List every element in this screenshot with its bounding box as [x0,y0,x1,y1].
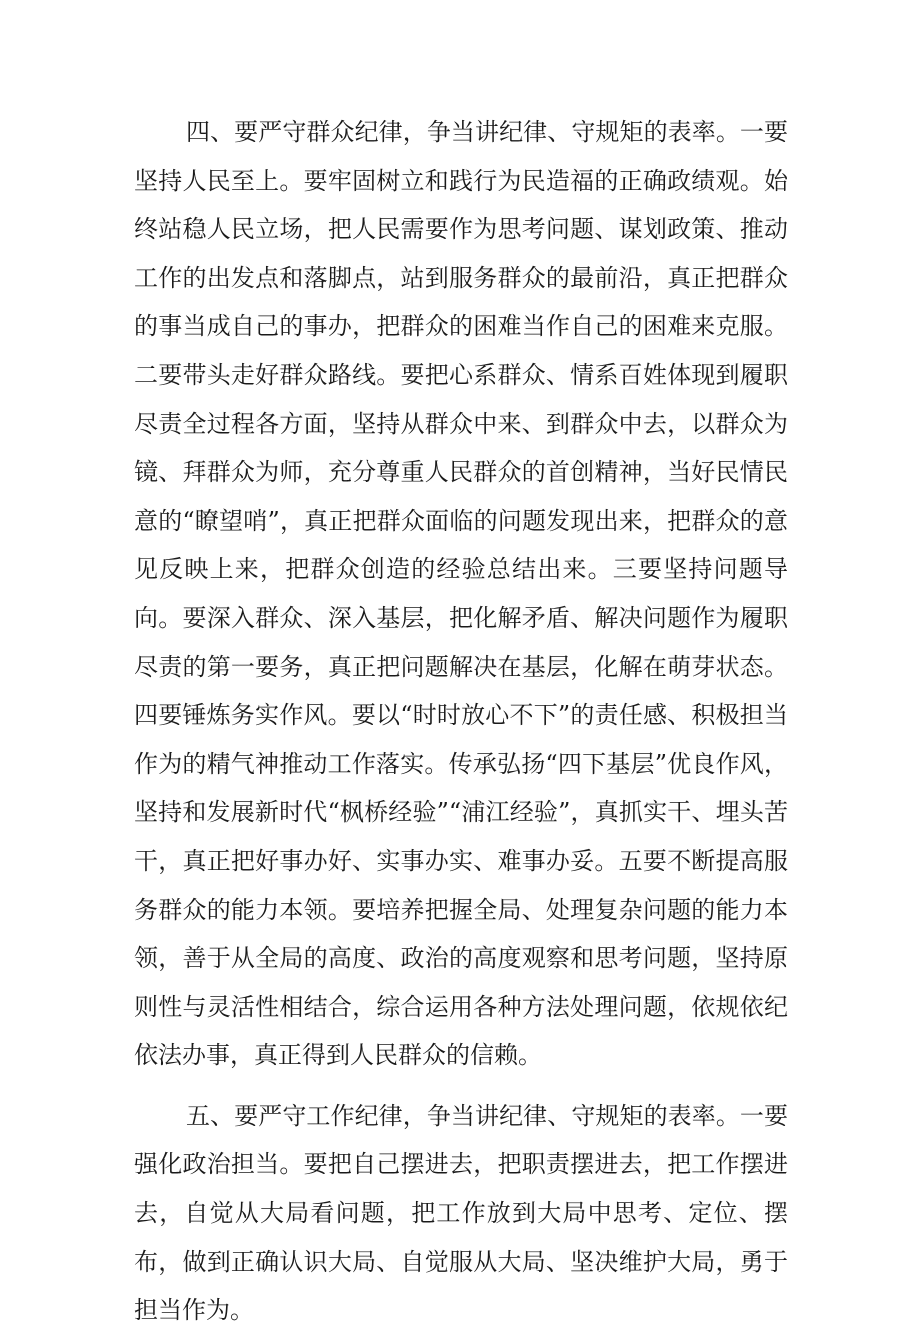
document-body [134,108,788,1335]
paragraph-section-five: 五、要严守工作纪律，争当讲纪律、守规矩的表率。一要强化政治担当。要把自己摆进去，把职责摆进去，把工作摆进去，自觉从大局看问题，把工作放到大局中思考、定位、摆布，做到正确认识大局、自觉服从大局、坚决维护大局，勇于担当作为。 [134,1101,788,1325]
paragraph-section-four: 四、要严守群众纪律，争当讲纪律、守规矩的表率。一要坚持人民至上。要牢固树立和践行为民造福的正确政绩观。始终站稳人民立场，把人民需要作为思考问题、谋划政策、推动工作的出发点和落脚点，站到服务群众的最前沿，真正把群众的事当成自己的事办，把群众的困难当作自己的困难来克服。二要带头走好群众路线。要把心系群众、情系百姓体现到履职尽责全过程各方面，坚持从群众中来、到群众中去，以群众为镜、拜群众为师，充分尊重人民群众的首创精神，当好民情民意的“瞭望哨”，真正把群众面临的问题发现出来，把群众的意见反映上来，把群众创造的经验总结出来。三要坚持问题导向。要深入群众、深入基层，把化解矛盾、解决问题作为履职尽责的第一要务，真正把问题解决在基层，化解在萌芽状态。四要锤炼务实作风。要以“时时放心不下”的责任感、积极担当作为的精气神推动工作落实。传承弘扬“四下基层”优良作风，坚持和发展新时代“枫桥经验”“浦江经验”，真抓实干、埋头苦干，真正把好事办好、实事办实、难事办妥。五要不断提高服务群众的能力本领。要培养把握全局、处理复杂问题的能力本领，善于从全局的高度、政治的高度观察和思考问题，坚持原则性与灵活性相结合，综合运用各种方法处理问题，依规依纪依法办事，真正得到人民群众的信赖。 [134,118,788,1070]
